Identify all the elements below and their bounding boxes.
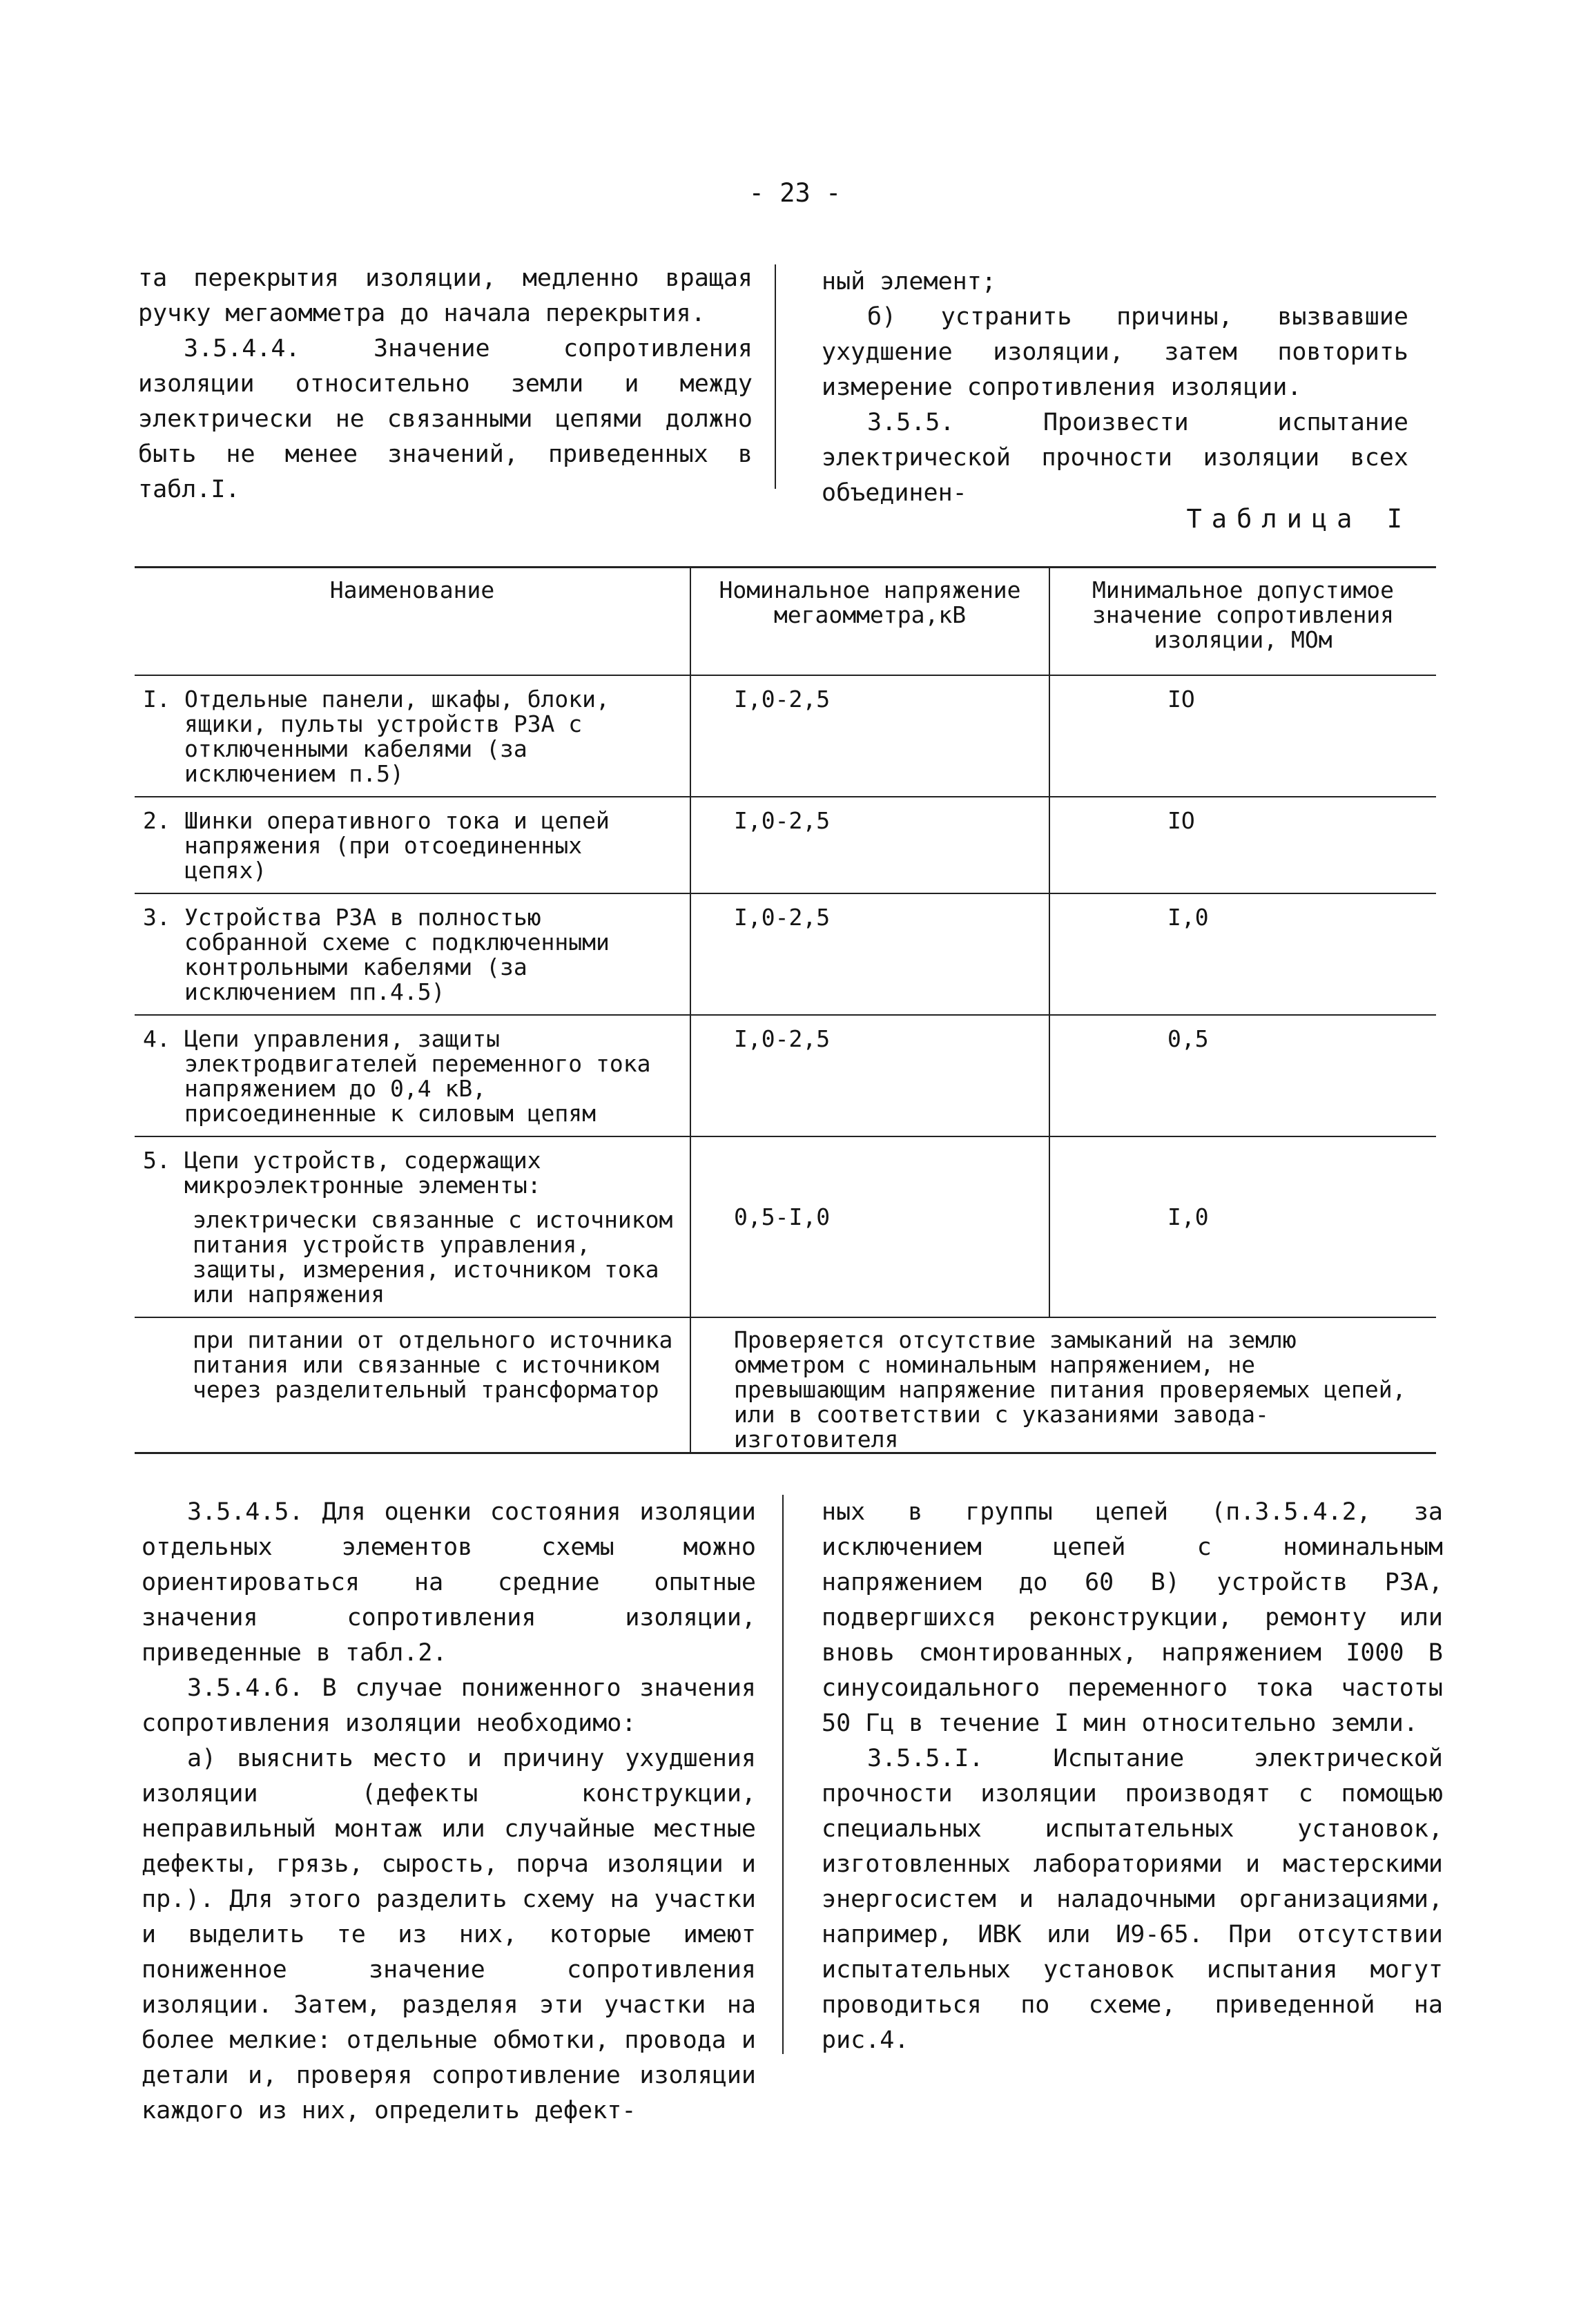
header-voltage: Номинальное напряжение мегаомметра,кВ — [690, 568, 1049, 676]
row-name: Отдельные панели, шкафы, блоки, ящики, пульты устройств РЗА с отключенными кабелями (за исключением п.5) — [184, 686, 610, 787]
paragraph-3-5-4-5: 3.5.4.5. Для оценки состояния изоляции отдельных элементов схемы можно ориентироваться на средние опытные значения сопротивления изоляции, приведенные в табл.2. — [142, 1498, 756, 1667]
table-row — [135, 1317, 1436, 1453]
bottom-right-column — [822, 1495, 1443, 2058]
row-voltage: 0,5-I,0 — [690, 1136, 1049, 1317]
column-divider — [782, 1495, 784, 2054]
row-resistance: 0,5 — [1049, 1015, 1436, 1136]
row-name: Устройства РЗА в полностью собранной схеме с подключенными контрольными кабелями (за исключением пп.4.5) — [184, 904, 610, 1005]
row-voltage: I,0-2,5 — [690, 1015, 1049, 1136]
table-caption: Таблица I — [1186, 504, 1412, 534]
paragraph: ный элемент; — [822, 268, 996, 296]
table-row — [135, 675, 1436, 797]
row-number: I. — [143, 686, 171, 713]
row-name: Цепи устройств, содержащих микроэлектронные элементы: — [184, 1147, 541, 1199]
row-resistance: I,0 — [1049, 893, 1436, 1015]
row-sub-a: электрически связанные с источником питания устройств управления, защиты, измерения, источником тока или напряжения — [193, 1206, 673, 1308]
row-sub-b: при питании от отдельного источника питания или связанные с источником через разделительный трансформатор — [193, 1326, 673, 1403]
page-number: - 23 - — [748, 178, 842, 208]
header-resistance: Минимальное допустимое значение сопротивления изоляции, МОм — [1049, 568, 1436, 676]
row-number: 3. — [143, 904, 171, 931]
bottom-left-column — [142, 1495, 756, 2129]
table-row — [135, 1136, 1436, 1317]
paragraph: та перекрытия изоляции, медленно вращая ручку мегаомметра до начала перекрытия. — [138, 264, 753, 327]
paragraph-3-5-5: 3.5.5. Произвести испытание электрической прочности изоляции всех объединен- — [822, 409, 1408, 507]
paragraph: ных в группы цепей (п.3.5.4.2, за исключением цепей с номинальным напряжением до 60 В) устройств РЗА, подвергшихся реконструкции, ремонту или вновь смонтированных, напряжением I000 В синусоидального переменного тока частоты 50 Гц в течение I мин относительно земли. — [822, 1498, 1443, 1737]
row-number: 2. — [143, 807, 171, 834]
paragraph-3-5-4-4: 3.5.4.4. Значение сопротивления изоляции относительно земли и между электрически не связанными цепями должно быть не менее значений, приведенных в табл.I. — [138, 335, 753, 503]
row-resistance: IO — [1049, 797, 1436, 893]
table-row — [135, 893, 1436, 1015]
row-note: Проверяется отсутствие замыканий на землю омметром с номинальным напряжением, не превышающим напряжение питания проверяемых цепей, или в соответствии с указаниями завода-изготовителя — [690, 1317, 1436, 1453]
paragraph-b: б) устранить причины, вызвавшие ухудшение изоляции, затем повторить измерение сопротивления изоляции. — [822, 303, 1408, 401]
row-voltage: I,0-2,5 — [690, 893, 1049, 1015]
top-right-column — [822, 264, 1408, 511]
row-resistance: I,0 — [1049, 1136, 1436, 1317]
row-number: 5. — [143, 1147, 171, 1174]
table-header-row — [135, 568, 1436, 676]
header-name: Наименование — [135, 568, 690, 676]
row-voltage: I,0-2,5 — [690, 675, 1049, 797]
top-left-column — [138, 261, 753, 507]
column-divider — [775, 264, 776, 489]
row-voltage: I,0-2,5 — [690, 797, 1049, 893]
row-name: Цепи управления, защиты электродвигателей переменного тока напряжением до 0,4 кВ, присоединенные к силовым цепям — [184, 1025, 651, 1127]
paragraph-3-5-4-6: 3.5.4.6. В случае пониженного значения сопротивления изоляции необходимо: — [142, 1674, 756, 1737]
insulation-resistance-table — [135, 566, 1436, 1454]
row-name: Шинки оперативного тока и цепей напряжения (при отсоединенных цепях) — [184, 807, 610, 884]
row-number: 4. — [143, 1025, 171, 1052]
row-resistance: IO — [1049, 675, 1436, 797]
table-row — [135, 1015, 1436, 1136]
table-row — [135, 797, 1436, 893]
paragraph-3-5-5-1: 3.5.5.I. Испытание электрической прочности изоляции производят с помощью специальных испытательных установок, изготовленных лабораториями и мастерскими энергосистем и наладочными организациями, например, ИВК или И9-65. При отсутствии испытательных установок испытания могут проводиться по схеме, приведенной на рис.4. — [822, 1745, 1443, 2054]
paragraph-a: а) выяснить место и причину ухудшения изоляции (дефекты конструкции, неправильный монтаж или случайные местные дефекты, грязь, сырость, порча изоляции и пр.). Для этого разделить схему на участки и выделить те из них, которые имеют пониженное значение сопротивления изоляции. Затем, разделяя эти участки на более мелкие: отдельные обмотки, провода и детали и, проверяя сопротивление изоляции каждого из них, определить дефект- — [142, 1745, 756, 2124]
